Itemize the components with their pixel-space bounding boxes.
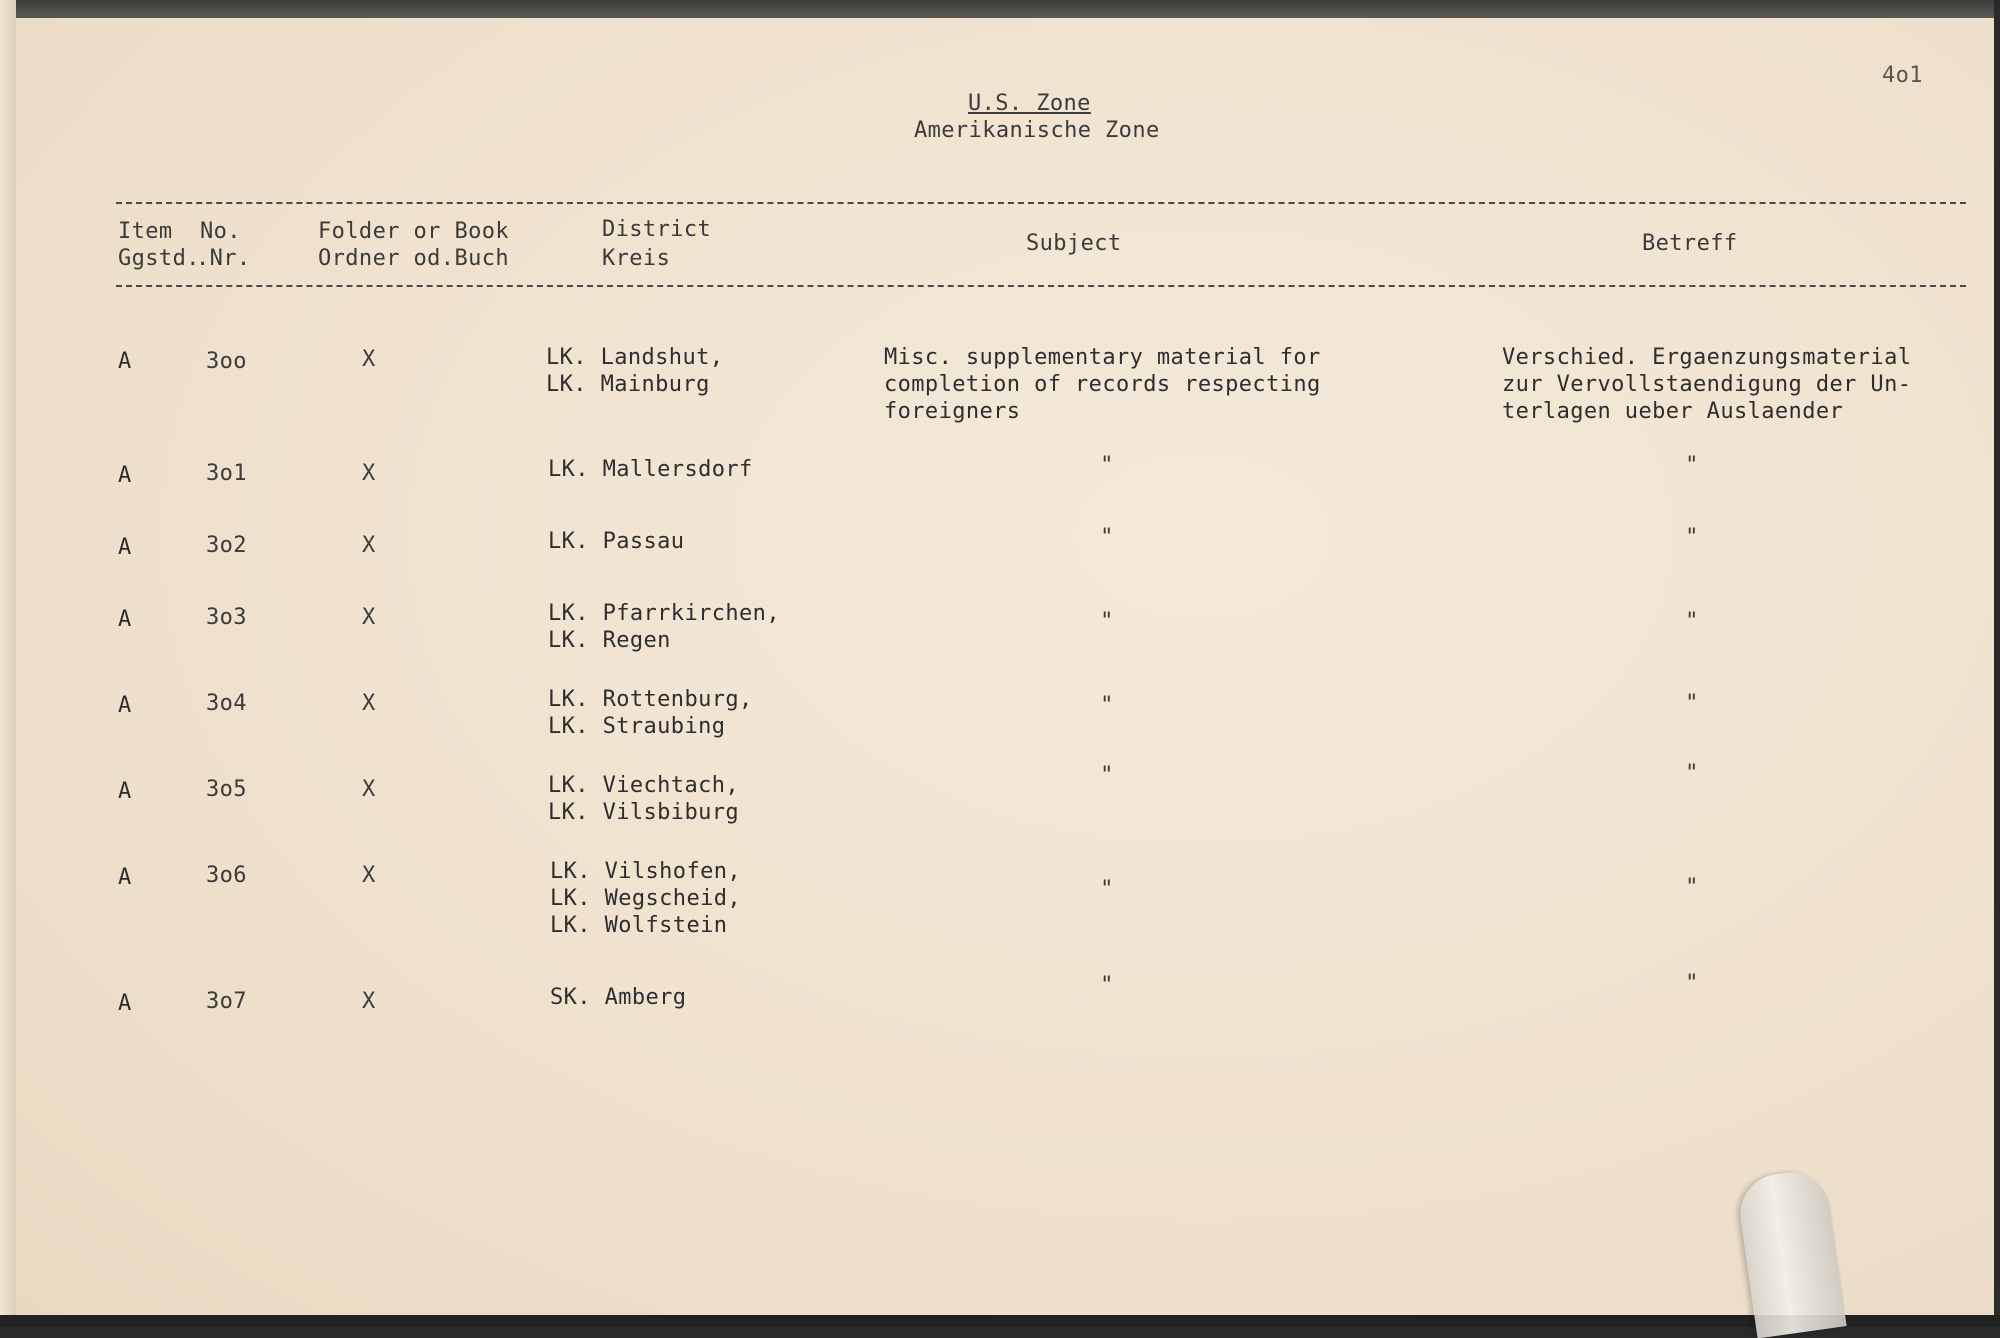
item-number: 3o5: [206, 777, 247, 802]
district-line: LK. Rottenburg,: [548, 687, 753, 712]
ditto-mark: ": [1685, 971, 1699, 996]
header-rule-bottom: [116, 285, 1966, 287]
ditto-mark: ": [1685, 761, 1699, 786]
page-number: 4o1: [1882, 63, 1923, 88]
district-line: LK. Regen: [548, 628, 671, 653]
item-number: 3oo: [206, 349, 247, 374]
betreff-line: zur Vervollstaendigung der Un-: [1502, 372, 1912, 397]
folder-mark: X: [362, 347, 376, 372]
item-code: A: [118, 607, 132, 632]
ditto-mark: ": [1100, 525, 1114, 550]
district-line: LK. Straubing: [548, 714, 726, 739]
folder-mark: X: [362, 605, 376, 630]
item-code: A: [118, 463, 132, 488]
ditto-mark: ": [1100, 763, 1114, 788]
ditto-mark: ": [1685, 691, 1699, 716]
item-code: A: [118, 865, 132, 890]
header-subject: Subject: [1026, 231, 1122, 256]
folder-mark: X: [362, 461, 376, 486]
betreff-line: terlagen ueber Auslaender: [1502, 399, 1844, 424]
binder-right-edge: [1994, 0, 2000, 1327]
item-code: A: [118, 779, 132, 804]
item-code: A: [118, 535, 132, 560]
subject-line: completion of records respecting: [884, 372, 1321, 397]
header-item-de: Ggstd.: [118, 246, 200, 271]
folder-mark: X: [362, 863, 376, 888]
item-code: A: [118, 349, 132, 374]
ditto-mark: ": [1685, 875, 1699, 900]
header-betreff: Betreff: [1642, 231, 1738, 256]
folder-mark: X: [362, 777, 376, 802]
binder-bottom-edge: [0, 1315, 2000, 1327]
district-line: LK. Vilshofen,: [550, 859, 742, 884]
header-folder: Folder or Book: [318, 219, 510, 244]
header-rule-top: [116, 202, 1966, 204]
item-number: 3o2: [206, 533, 247, 558]
binder-left-edge: [0, 0, 16, 1327]
item-code: A: [118, 693, 132, 718]
district-line: LK. Wegscheid,: [550, 886, 742, 911]
district-line: LK. Landshut,: [546, 345, 724, 370]
district-line: LK. Mallersdorf: [548, 457, 753, 482]
header-district: District: [602, 217, 712, 242]
ditto-mark: ": [1100, 609, 1114, 634]
ditto-mark: ": [1100, 973, 1114, 998]
district-line: LK. Mainburg: [546, 372, 710, 397]
binder-top-edge: [0, 0, 2000, 18]
subject-line: foreigners: [884, 399, 1021, 424]
item-number: 3o7: [206, 989, 247, 1014]
district-line: LK. Viechtach,: [548, 773, 740, 798]
item-number: 3o6: [206, 863, 247, 888]
subject-line: Misc. supplementary material for: [884, 345, 1321, 370]
item-number: 3o1: [206, 461, 247, 486]
ditto-mark: ": [1100, 693, 1114, 718]
paper-clip: [1735, 1168, 1846, 1338]
header-no: No.: [200, 219, 241, 244]
district-line: LK. Passau: [548, 529, 685, 554]
ditto-mark: ": [1100, 877, 1114, 902]
folder-mark: X: [362, 533, 376, 558]
folder-mark: X: [362, 989, 376, 1014]
item-number: 3o4: [206, 691, 247, 716]
betreff-line: Verschied. Ergaenzungsmaterial: [1502, 345, 1912, 370]
folder-mark: X: [362, 691, 376, 716]
item-number: 3o3: [206, 605, 247, 630]
ditto-mark: ": [1685, 453, 1699, 478]
ditto-mark: ": [1685, 609, 1699, 634]
district-line: LK. Vilsbiburg: [548, 800, 740, 825]
header-no-de: .Nr.: [196, 246, 251, 271]
district-line: LK. Pfarrkirchen,: [548, 601, 780, 626]
header-district-de: Kreis: [602, 246, 671, 271]
ditto-mark: ": [1685, 525, 1699, 550]
district-line: LK. Wolfstein: [550, 913, 728, 938]
header-folder-de: Ordner od.Buch: [318, 246, 510, 271]
item-code: A: [118, 991, 132, 1016]
district-line: SK. Amberg: [550, 985, 687, 1010]
page-title: U.S. Zone: [968, 91, 1091, 116]
header-item: Item: [118, 219, 173, 244]
document-page: [16, 18, 1994, 1315]
page-subtitle: Amerikanische Zone: [914, 118, 1160, 143]
ditto-mark: ": [1100, 453, 1114, 478]
